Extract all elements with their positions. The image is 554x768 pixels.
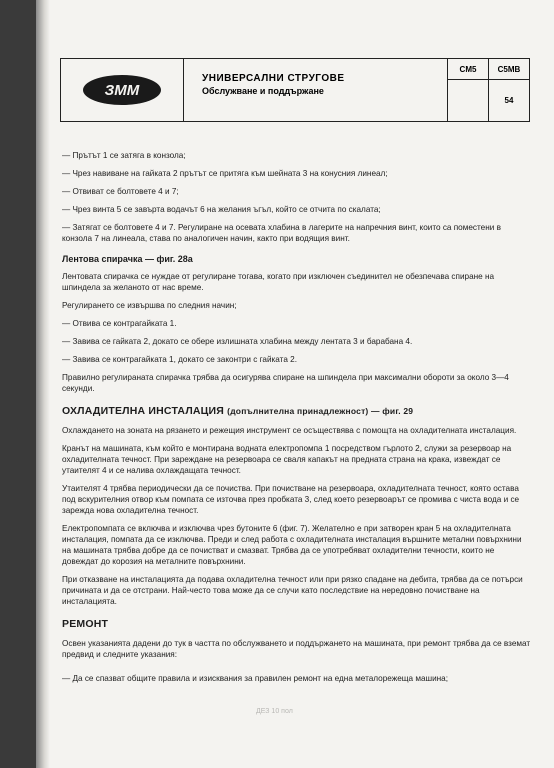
paragraph: Освен указанията дадени до тук в частта по обслужването и поддържането на машината, при ремонт трябва да се вземат предвид и следните указания: bbox=[62, 639, 531, 659]
footer-mark: ДЕЗ 10 пол bbox=[256, 708, 293, 715]
repair-heading: РЕМОНТ bbox=[62, 618, 109, 630]
paragraph: Регулирането се извършва по следния начин; bbox=[62, 301, 237, 310]
document-page bbox=[36, 0, 554, 768]
list-item: — Да се спазват общите правила и изисквания за правилен ремонт на една металорежеща машина; bbox=[62, 674, 448, 683]
list-item: — Чрез навиване на гайката 2 прътът се притяга към шейната 3 на конусния линеал; bbox=[62, 169, 388, 178]
list-item: — Отвива се контрагайката 1. bbox=[62, 319, 177, 328]
list-item: — Прътът 1 се затяга в конзола; bbox=[62, 151, 186, 160]
list-item: — Отвиват се болтовете 4 и 7; bbox=[62, 187, 179, 196]
list-item: — Завива се контрагайката 1, докато се законтри с гайката 2. bbox=[62, 355, 297, 364]
paragraph: Електропомпата се включва и изключва чрез бутоните 6 (фиг. 7). Желателно е при затворен кран 5 на охладителната инсталация, помпата да се изключва. Преди и след работа с охладителната инсталация вършните метални повърхнини на машината трябва добре да се почистват и смазват. Трябва да се употребяват охладителни течности, които не довеждат до корозия на металните повърхнини. bbox=[62, 524, 522, 566]
cooling-heading: ОХЛАДИТЕЛНА ИНСТАЛАЦИЯ (допълнителна принадлежност) — фиг. 29 bbox=[62, 405, 414, 417]
document-body bbox=[62, 150, 532, 691]
list-item: — Завива се гайката 2, докато се обере излишната хлабина между лентата 3 и барабана 4. bbox=[62, 337, 413, 346]
zmm-logo-icon bbox=[81, 73, 163, 107]
book-spine-shadow bbox=[36, 0, 50, 768]
document-subtitle: Обслужване и поддържане bbox=[202, 86, 324, 96]
logo-cell bbox=[61, 59, 184, 121]
list-item: — Затягат се болтовете 4 и 7. Регулиране на осевата хлабина в лагерите на напречния винт, които са поместени в конзола 7 на линеала, става по аналогичен начин, както при водящия винт. bbox=[62, 223, 501, 243]
header-title-cell bbox=[184, 59, 448, 121]
model-code-1: CM5 bbox=[448, 59, 488, 80]
document-title: УНИВЕРСАЛНИ СТРУГОВЕ bbox=[202, 73, 345, 84]
code-cell-1 bbox=[448, 59, 489, 121]
page-number: 54 bbox=[504, 96, 514, 105]
svg-text:ЗММ: ЗММ bbox=[104, 82, 140, 99]
paragraph: Правилно регулираната спирачка трябва да осигурява спиране на шпиндела при максимални обороти за около 3—4 секунди. bbox=[62, 373, 509, 393]
paragraph: При отказване на инсталацията да подава охладителна течност или при рязко спадане на дебита, трябва да се потърси причината и да се отстрани. Най-често това може да се случи като последствие на нередовно почистване на инсталацията. bbox=[62, 575, 523, 606]
paragraph: Охлаждането на зоната на рязането и режещия инструмент се осъществява с помощта на охладителната инсталация. bbox=[62, 426, 517, 435]
model-code-2: C5MB bbox=[489, 59, 529, 80]
page-header bbox=[60, 58, 530, 122]
paragraph: Лентовата спирачка се нуждае от регулиране тогава, когато при изключен съединител не обезпечава спиране на шпиндела за желаното от нас време. bbox=[62, 272, 495, 292]
paragraph: Кранът на машината, към който е монтирана водната електропомпа 1 посредством гърлото 2, служи за резервоар на охладителната течност. При зареждане на резервоара се сваля капакът на предната страна на крака, извеждат се утаителят 4 и се налива охлаждащата течност. bbox=[62, 444, 512, 475]
code-cell-2 bbox=[489, 59, 529, 121]
paragraph: Утаителят 4 трябва периодически да се почиства. При почистване на резервоара, охладителната течност, която остава под вскурителния отвор към помпата се източва през пробката 3, след което резервоарът се промива с чиста вода и се зарежда нова охладителна течност. bbox=[62, 484, 520, 515]
brake-heading: Лентова спирачка — фиг. 28а bbox=[62, 254, 193, 264]
list-item: — Чрез винта 5 се завърта водачът 6 на желания ъгъл, който се отчита по скалата; bbox=[62, 205, 381, 214]
